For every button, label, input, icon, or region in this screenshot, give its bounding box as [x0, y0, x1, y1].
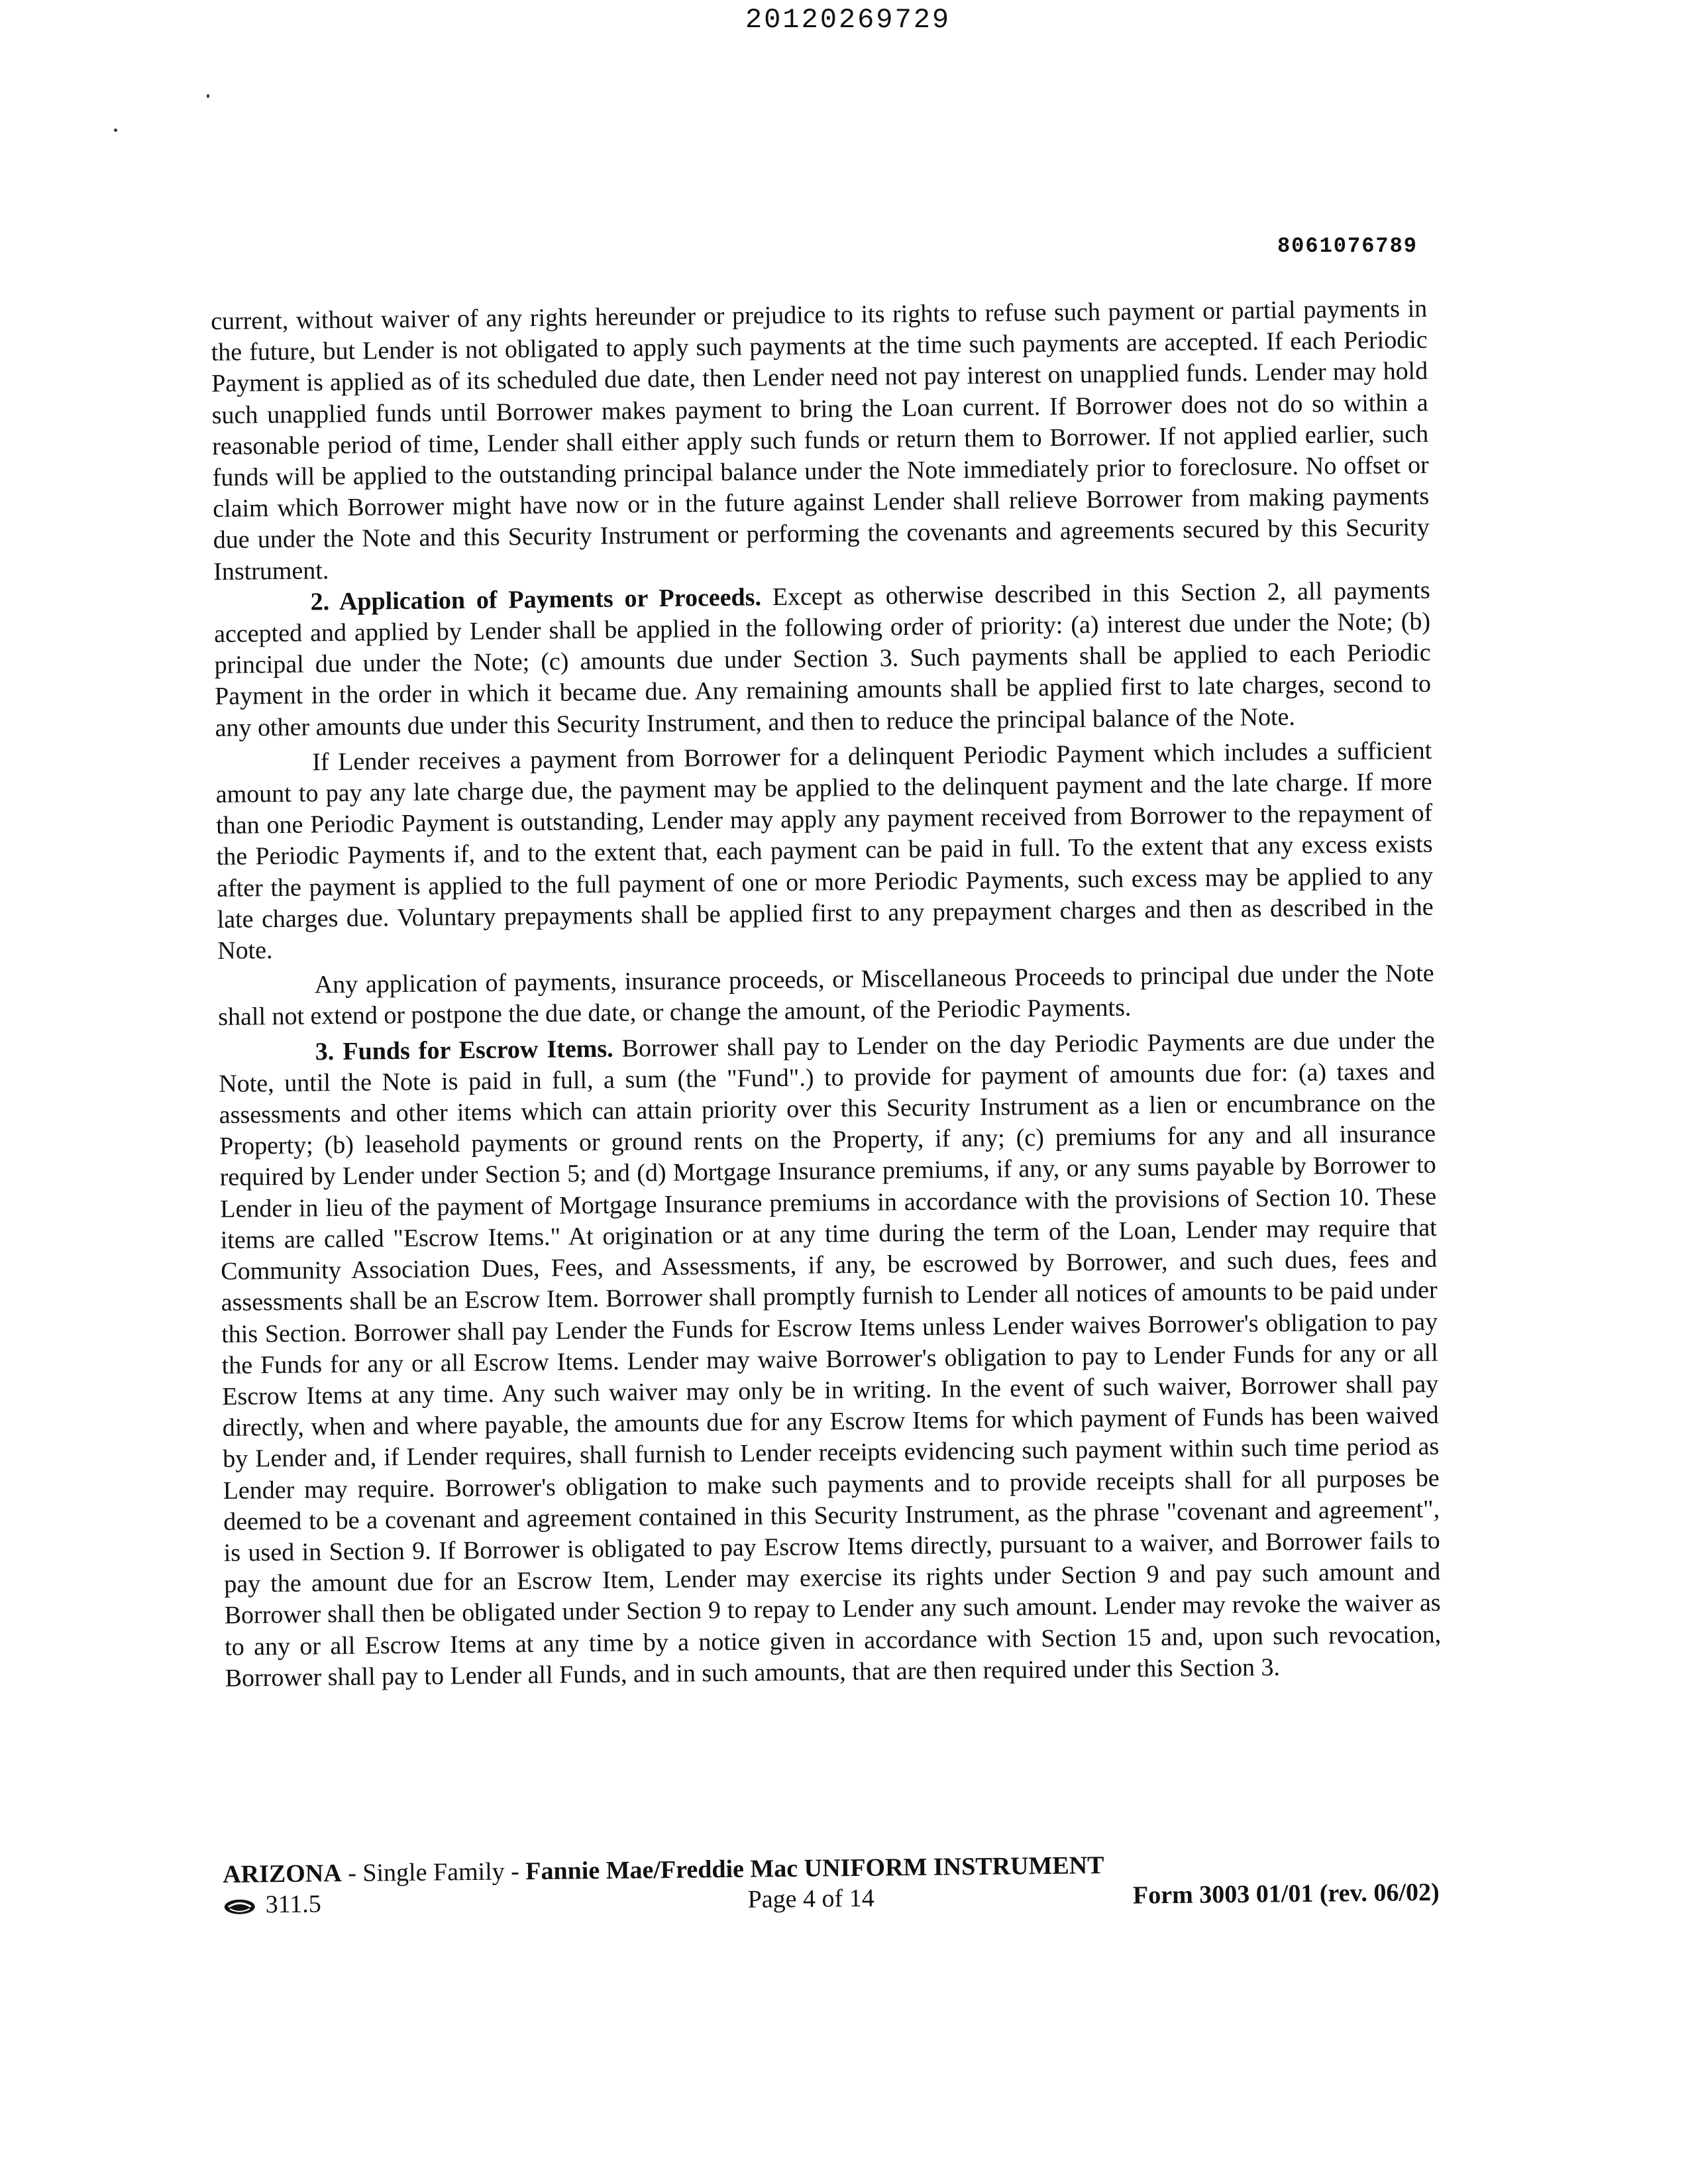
form-code-text: 311.5 — [265, 1890, 322, 1919]
section-2-title: 2. Application of Payments or Proceeds. — [310, 583, 762, 616]
scan-speck — [114, 129, 117, 132]
vendor-logo-icon — [223, 1898, 256, 1916]
paragraph-continuation — [211, 294, 1430, 588]
scan-speck — [207, 94, 209, 98]
application-paragraph — [218, 958, 1435, 1034]
section-3-paragraph — [219, 1024, 1442, 1694]
section-2-text: Except as otherwise described in this Section 2, all payments accepted and applied by Lender shall be applied in the following order of priority: (a) interest due under the Note; (b) principal due under the Note; (c) amounts due under Section 3. Such payments shall be applied to each Periodic Payment in the order in which it became due. Any remaining amounts shall be applied first to late charges, second to any other amounts due under this Security Instrument, and then to reduce the principal balance of the Note. — [213, 576, 1432, 742]
paragraph-text: current, without waiver of any rights hereunder or prejudice to its rights to refuse such payment or partial payments in the future, but Lender is not obligated to apply such payments at the time such payments are accepted. If each Periodic Payment is applied as of its scheduled due date, then Lender need not pay interest on unapplied funds. Lender may hold such unapplied funds until Borrower makes payment to bring the Loan current. If Borrower does not do so within a reasonable period of time, Lender shall either apply such funds or return them to Borrower. If not applied earlier, such funds will be applied to the outstanding principal balance under the Note immediately prior to foreclosure. No offset or claim which Borrower might have now or in the future against Lender shall relieve Borrower from making payments due under the Note and this Security Instrument or performing the covenants and agreements secured by this Security Instrument. — [211, 294, 1430, 586]
section-3-text: Borrower shall pay to Lender on the day Periodic Payments are due under the Note, until the Note is paid in full, a sum (the "Fund".) to provide for payment of amounts due for: (a) taxes and assessments and other items which can attain priority over this Security Instrument as a lien or encumbrance on the Property; (b) leasehold payments or ground rents on the Property, if any; (c) premiums for any and all insurance required by Lender under Section 5; and (d) Mortgage Insurance premiums, if any, or any sums payable by Borrower to Lender in lieu of the payment of Mortgage Insurance premiums in accordance with the provisions of Section 10. These items are called "Escrow Items." At origination or at any time during the term of the Loan, Lender may require that Community Association Dues, Fees, and Assessments, if any, be escrowed by Borrower, and such dues, fees and assessments shall be an Escrow Item. Borrower shall promptly furnish to Lender all notices of amounts to be paid under this Section. Borrower shall pay Lender the Funds for Escrow Items unless Lender waives Borrower's obligation to pay the Funds for any or all Escrow Items. Lender may waive Borrower's obligation to pay to Lender Funds for any or all Escrow Items at any time. Any such waiver may only be in writing. In the event of such waiver, Borrower shall pay directly, when and where payable, the amounts due for any Escrow Items for which payment of Funds has been waived by Lender and, if Lender requires, shall furnish to Lender receipts evidencing such payment within such time period as Lender may require. Borrower's obligation to make such payments and to provide receipts shall for all purposes be deemed to be a covenant and agreement contained in this Security Instrument, as the phrase "covenant and agreement", is used in Section 9. If Borrower is obligated to pay Escrow Items directly, pursuant to a waiver, and Borrower fails to pay the amount due for an Escrow Item, Lender may exercise its rights under Section 9 and pay such amount and Borrower shall then be obligated under Section 9 to repay to Lender any such amount. Lender may revoke the waiver as to any or all Escrow Items at any time by a notice given in accordance with Section 15 and, upon such revocation, Borrower shall pay to Lender all Funds, and in such amounts, that are then required under this Section 3. — [219, 1026, 1442, 1692]
section-2-paragraph — [213, 575, 1431, 744]
loan-number: 8061076789 — [1277, 234, 1418, 258]
document-body — [211, 294, 1442, 1694]
recording-number: 20120269729 — [745, 4, 951, 36]
footer-state: ARIZONA — [223, 1859, 342, 1888]
paragraph-text: Any application of payments, insurance proceeds, or Miscellaneous Proceeds to principal due under the Note shall not extend or postpone the due date, or change the amount, of the Periodic Payments. — [218, 959, 1434, 1032]
late-payment-paragraph — [215, 736, 1434, 967]
footer-form-code — [223, 1888, 321, 1920]
page-number: Page 4 of 14 — [747, 1884, 874, 1914]
form-footer — [223, 1847, 1440, 1922]
section-3-title: 3. Funds for Escrow Items. — [315, 1034, 613, 1066]
form-number: Form 3003 01/01 (rev. 06/02) — [1132, 1878, 1440, 1910]
footer-instrument: Fannie Mae/Freddie Mac UNIFORM INSTRUMENT — [525, 1851, 1104, 1886]
paragraph-text: If Lender receives a payment from Borrower for a delinquent Periodic Payment which includes a sufficient amount to pay any late charge due, the payment may be applied to the delinquent payment and the late charge. If more than one Periodic Payment is outstanding, Lender may apply any payment received from Borrower to the repayment of the Periodic Payments if, and to the extent that, each payment can be paid in full. To the extent that any excess exists after the payment is applied to the full payment of one or more Periodic Payments, such excess may be applied to any late charges due. Voluntary prepayments shall be applied first to any prepayment charges and then as described in the Note. — [215, 736, 1434, 965]
footer-separator: - Single Family - — [341, 1857, 526, 1888]
